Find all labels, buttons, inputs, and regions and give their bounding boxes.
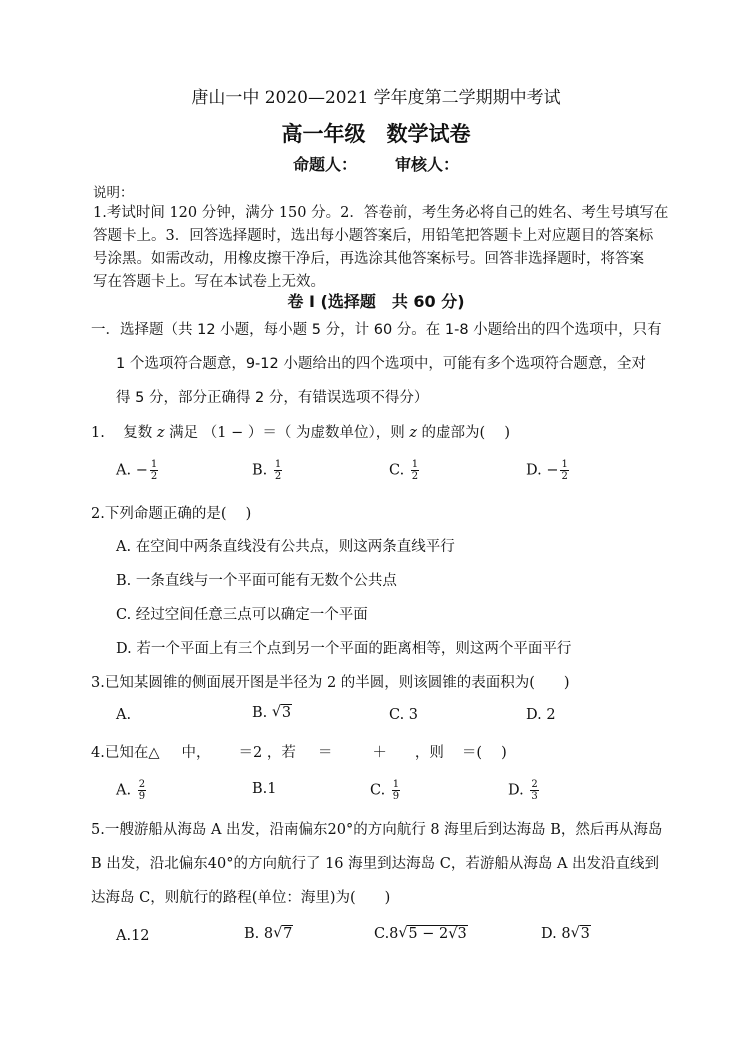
exam-title: 唐山一中 2020—2021 学年度第二学期期中考试 [191, 88, 561, 108]
option-d: D. 2 [526, 707, 556, 723]
author-label: 命题人： [292, 155, 357, 174]
question-1-stem [91, 421, 510, 442]
author-line [0, 152, 752, 175]
numerator: 1 [150, 459, 158, 470]
radicand: 7 [283, 926, 293, 942]
fraction [530, 779, 538, 802]
option-letter: C. [370, 782, 386, 799]
stem-text: ＝ [317, 745, 333, 761]
option-b [252, 705, 292, 721]
option-a: A.12 [116, 928, 150, 944]
stem-text: 满足 （1 − ）＝（ 为虚数单位），则 [164, 425, 410, 441]
option-a: A. [116, 707, 132, 723]
denominator: 2 [411, 471, 419, 482]
option-letter: B. 8 [244, 926, 274, 942]
option-b: B. 一条直线与一个平面可能有无数个公共点 [116, 573, 397, 589]
option-d [541, 926, 591, 942]
option-c: C. 3 [389, 707, 419, 723]
option-c [370, 779, 400, 802]
option-b [252, 459, 282, 482]
note-line: 答题卡上。3．回答选择题时，选出每小题答案后，用铅笔把答题卡上对应题目的答案标 [93, 228, 654, 244]
square-root: √ 5 − 2√3 [398, 925, 467, 942]
note-line: 号涂黑。如需改动，用橡皮擦干净后，再选涂其他答案标号。回答非选择题时，将答案 [93, 251, 644, 267]
stem-text: ＝2 ，若 [238, 745, 296, 761]
fraction [411, 459, 419, 482]
exam-subtitle: 高一年级 数学试卷 [281, 122, 471, 146]
option-a: A. 在空间中两条直线没有公共点，则这两条直线平行 [116, 539, 455, 555]
fraction [138, 779, 146, 802]
stem-text: 的虚部为( ) [416, 425, 510, 441]
stem-text: ＋ [372, 745, 387, 761]
question-5-stem: 5.一艘游船从海岛 A 出发，沿南偏东20°的方向航行 8 海里后到达海岛 B，然后再从海岛 [91, 822, 663, 838]
option-sign: − [546, 462, 559, 479]
option-a [116, 459, 158, 482]
option-letter: D. [526, 462, 542, 479]
question-3-stem: 3.已知某圆锥的侧面展开图是半径为 2 的半圆，则该圆锥的表面积为( ) [91, 675, 570, 691]
square-root: √ 7 [273, 925, 293, 942]
stem-text: 中， [181, 745, 211, 761]
stem-text: 复数 [123, 425, 157, 441]
numerator: 2 [138, 779, 146, 790]
stem-text: ＝( ) [461, 745, 507, 761]
option-sign: − [135, 462, 148, 479]
note-line: 1.考试时间 120 分钟，满分 150 分。2．答卷前，考生务必将自己的姓名、考生号填写在 [93, 205, 669, 221]
option-letter: D. [508, 782, 524, 799]
option-letter: A. [116, 462, 132, 479]
question-number: 1. [91, 425, 105, 441]
option-c [374, 926, 468, 942]
option-letter: D. 8 [541, 926, 571, 942]
option-letter: A. [116, 782, 132, 799]
denominator: 3 [531, 791, 538, 802]
stem-text: ，则 [414, 745, 444, 761]
section-instructions: 一．选择题（共 12 小题，每小题 5 分，计 60 分。在 1-8 小题给出的四个选项中，只有 [91, 322, 662, 338]
radicand: 5 − 2√3 [408, 926, 467, 942]
option-b [244, 926, 293, 942]
option-b: B.1 [252, 781, 277, 797]
question-5-stem: B 出发，沿北偏东40°的方向航行了 16 海里到达海岛 C，若游船从海岛 A 出发沿直线到 [91, 856, 660, 872]
denominator: 9 [138, 791, 146, 802]
option-c [389, 459, 419, 482]
numerator: 1 [392, 779, 400, 790]
reviewer-label: 审核人： [395, 155, 460, 174]
option-letter: B. [252, 705, 268, 721]
denominator: 2 [274, 471, 282, 482]
variable-z: z [409, 425, 417, 441]
numerator: 1 [274, 459, 282, 470]
fraction [560, 459, 568, 482]
variable-z: z [156, 425, 165, 441]
denominator: 9 [392, 791, 400, 802]
question-5-stem: 达海岛 C，则航行的路程(单位：海里)为( ) [91, 890, 391, 906]
radicand: 3 [580, 926, 590, 942]
square-root: √ 3 [271, 704, 292, 721]
section-instructions: 1 个选项符合题意，9-12 小题给出的四个选项中，可能有多个选项符合题意，全对 [116, 356, 646, 372]
numerator: 1 [561, 459, 568, 470]
option-a [116, 779, 146, 802]
option-d [526, 459, 569, 482]
denominator: 2 [561, 471, 568, 482]
section-instructions: 得 5 分，部分正确得 2 分，有错误选项不得分） [116, 390, 429, 406]
stem-text: 4.已知在△ [91, 745, 160, 761]
radicand: 3 [281, 705, 292, 721]
fraction [150, 459, 158, 482]
option-d: D. 若一个平面上有三个点到另一个平面的距离相等，则这两个平面平行 [116, 641, 572, 657]
option-d [508, 779, 539, 802]
option-letter: B. [252, 462, 268, 479]
note-label: 说明： [93, 185, 134, 201]
question-2-stem: 2.下列命题正确的是( ) [91, 506, 252, 522]
option-letter: C. [389, 462, 405, 479]
section-heading: 卷 I (选择题 共 60 分) [287, 292, 465, 311]
question-4-stem [91, 741, 507, 762]
fraction [392, 779, 400, 802]
numerator: 1 [411, 459, 419, 470]
fraction [274, 459, 282, 482]
denominator: 2 [150, 471, 158, 482]
note-line: 写在答题卡上。写在本试卷上无效。 [93, 274, 325, 290]
numerator: 2 [531, 779, 538, 790]
option-c: C. 经过空间任意三点可以确定一个平面 [116, 607, 368, 623]
square-root: √ 3 [570, 925, 590, 942]
option-letter: C.8 [374, 926, 399, 942]
